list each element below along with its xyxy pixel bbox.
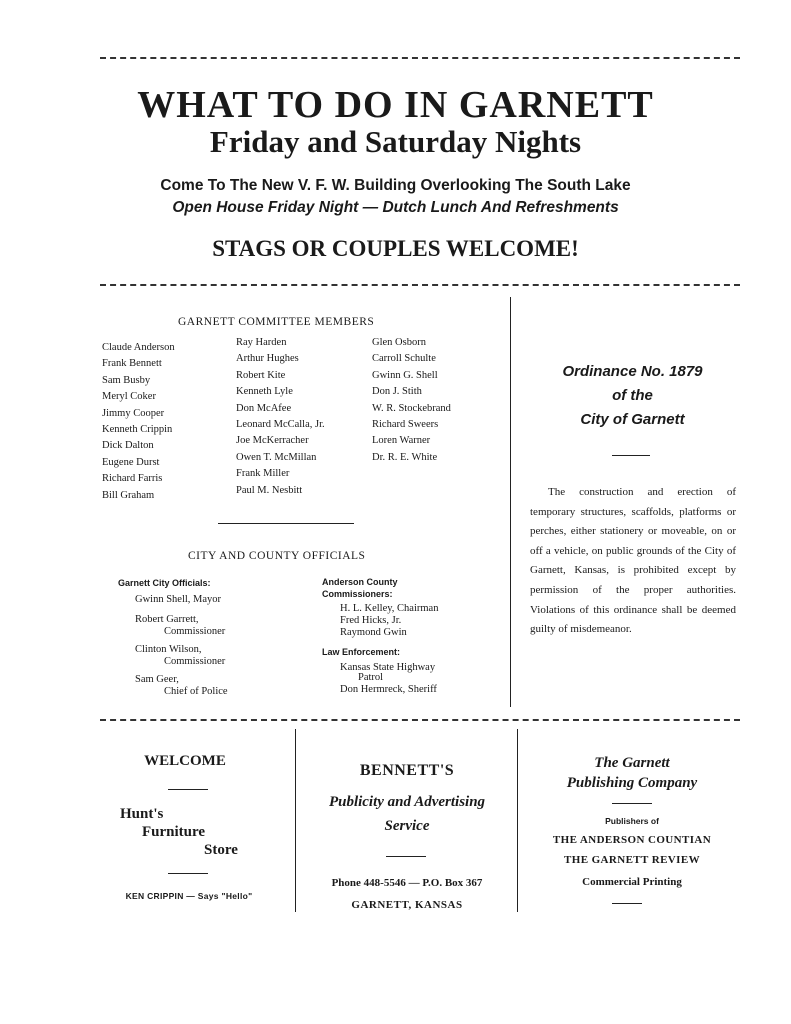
pub-line-1: The Garnett <box>594 755 670 771</box>
official-wilson-name: Clinton Wilson, <box>135 644 202 655</box>
hunts-line-1: Hunt's <box>120 806 164 822</box>
ad-rule <box>168 873 208 874</box>
committee-member: Paul M. Nesbitt <box>236 484 303 496</box>
section-rule <box>218 523 354 524</box>
page-subtitle: Friday and Saturday Nights <box>209 124 582 159</box>
committee-member: Loren Warner <box>372 435 431 447</box>
law-patrol-2: Patrol <box>358 672 384 683</box>
committee-member: Meryl Coker <box>102 391 156 403</box>
official-geer-title: Chief of Police <box>164 686 228 697</box>
publishers-of: Publishers of <box>605 816 659 826</box>
hunts-furniture <box>120 805 250 859</box>
committee-member: Glen Osborn <box>372 337 426 348</box>
publishing-company <box>527 753 737 793</box>
committee-member: Leonard McCalla, Jr. <box>236 419 325 431</box>
committee-member: Claude Anderson <box>102 342 175 353</box>
committee-member: Frank Miller <box>236 468 290 480</box>
committee-member: Kenneth Crippin <box>102 424 173 436</box>
committee-member: Richard Farris <box>102 473 163 485</box>
committee-member: Eugene Durst <box>102 456 160 468</box>
county-official: H. L. Kelley, Chairman <box>340 603 439 614</box>
ordinance-city: City of Garnett <box>580 411 685 428</box>
committee-heading: GARNETT COMMITTEE MEMBERS <box>178 316 375 328</box>
committee-member: Frank Bennett <box>102 358 162 370</box>
newspaper-names <box>527 830 737 870</box>
bennetts-service <box>296 790 518 838</box>
committee-member: Jimmy Cooper <box>102 407 165 419</box>
committee-member: Dr. R. E. White <box>372 451 438 463</box>
welcome-banner: STAGS OR COUPLES WELCOME! <box>212 236 579 261</box>
official-wilson-title: Commissioner <box>164 656 226 667</box>
official-mayor: Gwinn Shell, Mayor <box>135 594 222 605</box>
committee-member: Owen T. McMillan <box>236 451 317 463</box>
official-garrett-name: Robert Garrett, <box>135 614 199 625</box>
pub-line-2: Publishing Company <box>566 775 698 791</box>
commercial-printing: Commercial Printing <box>582 876 682 888</box>
law-patrol: Kansas State Highway <box>340 662 436 673</box>
crippin-hello: KEN CRIPPIN — Says "Hello" <box>125 891 253 901</box>
paper-1: THE ANDERSON COUNTIAN <box>552 834 712 846</box>
ad-rule <box>386 856 426 857</box>
committee-member: Arthur Hughes <box>236 353 299 365</box>
ad-rule <box>612 903 642 904</box>
paper-2: THE GARNETT REVIEW <box>564 854 700 866</box>
law-enforcement-label: Law Enforcement: <box>322 647 401 657</box>
open-house-line: Open House Friday Night — Dutch Lunch And Refreshments <box>172 199 619 216</box>
top-dashed-rule <box>100 57 740 59</box>
committee-member: Don McAfee <box>236 402 292 414</box>
middle-dashed-rule <box>100 284 740 286</box>
county-label-2: Commissioners: <box>322 589 393 599</box>
publicity-line-2: Service <box>384 818 430 834</box>
committee-member: Carroll Schulte <box>372 353 436 365</box>
bennetts-phone: Phone 448-5546 — P.O. Box 367 <box>331 877 483 889</box>
committee-column-3 <box>372 335 451 466</box>
ordinance-rule <box>612 455 650 456</box>
page-title: WHAT TO DO IN GARNETT <box>137 84 654 126</box>
law-sheriff: Don Hermreck, Sheriff <box>340 684 437 695</box>
official-garrett-title: Commissioner <box>164 626 226 637</box>
ad-rule <box>612 803 652 804</box>
committee-member: Bill Graham <box>102 489 155 501</box>
committee-member: Robert Kite <box>236 369 286 381</box>
publicity-line-1: Publicity and Advertising <box>328 794 486 810</box>
bennetts-name: BENNETT'S <box>359 762 455 779</box>
ordinance-number: Ordinance No. 1879 <box>562 363 703 380</box>
ad-rule <box>168 789 208 790</box>
committee-member: Richard Sweers <box>372 419 439 431</box>
committee-member: Sam Busby <box>102 374 151 386</box>
ordinance-title <box>530 360 735 432</box>
ordinance-of: of the <box>612 387 653 404</box>
city-officials-label: Garnett City Officials: <box>118 578 211 588</box>
bottom-dashed-rule <box>100 719 740 721</box>
committee-member: W. R. Stockebrand <box>372 402 451 414</box>
committee-member: Ray Harden <box>236 337 287 348</box>
vfw-announcement: Come To The New V. F. W. Building Overlooking The South Lake <box>160 177 631 194</box>
county-official: Raymond Gwin <box>340 627 407 638</box>
committee-column-1 <box>102 340 175 504</box>
committee-member: Joe McKerracher <box>236 435 309 447</box>
bennetts-city: GARNETT, KANSAS <box>351 899 463 911</box>
ad-welcome: WELCOME <box>144 753 226 769</box>
officials-heading: CITY AND COUNTY OFFICIALS <box>188 550 366 562</box>
hunts-line-2: Furniture <box>142 824 206 840</box>
committee-member: Gwinn G. Shell <box>372 369 438 381</box>
county-label-1: Anderson County <box>322 577 398 587</box>
hunts-line-3: Store <box>204 842 238 858</box>
ordinance-text: The construction and erection of temporary structures, scaffolds, platforms or perches, either stationery or moveable, on or off a vehicle, on public grounds of the City of Garnett, Kansas, is prohibited except by permission of the proper authorities. Violations of this ordinance shall be deemed guilty of misdemeanor. <box>530 486 736 636</box>
committee-member: Kenneth Lyle <box>236 386 293 398</box>
official-geer-name: Sam Geer, <box>135 674 179 685</box>
column-divider <box>510 297 511 707</box>
committee-member: Don J. Stith <box>372 386 422 398</box>
committee-member: Dick Dalton <box>102 440 154 452</box>
county-official: Fred Hicks, Jr. <box>340 615 402 626</box>
committee-column-2 <box>236 335 325 499</box>
